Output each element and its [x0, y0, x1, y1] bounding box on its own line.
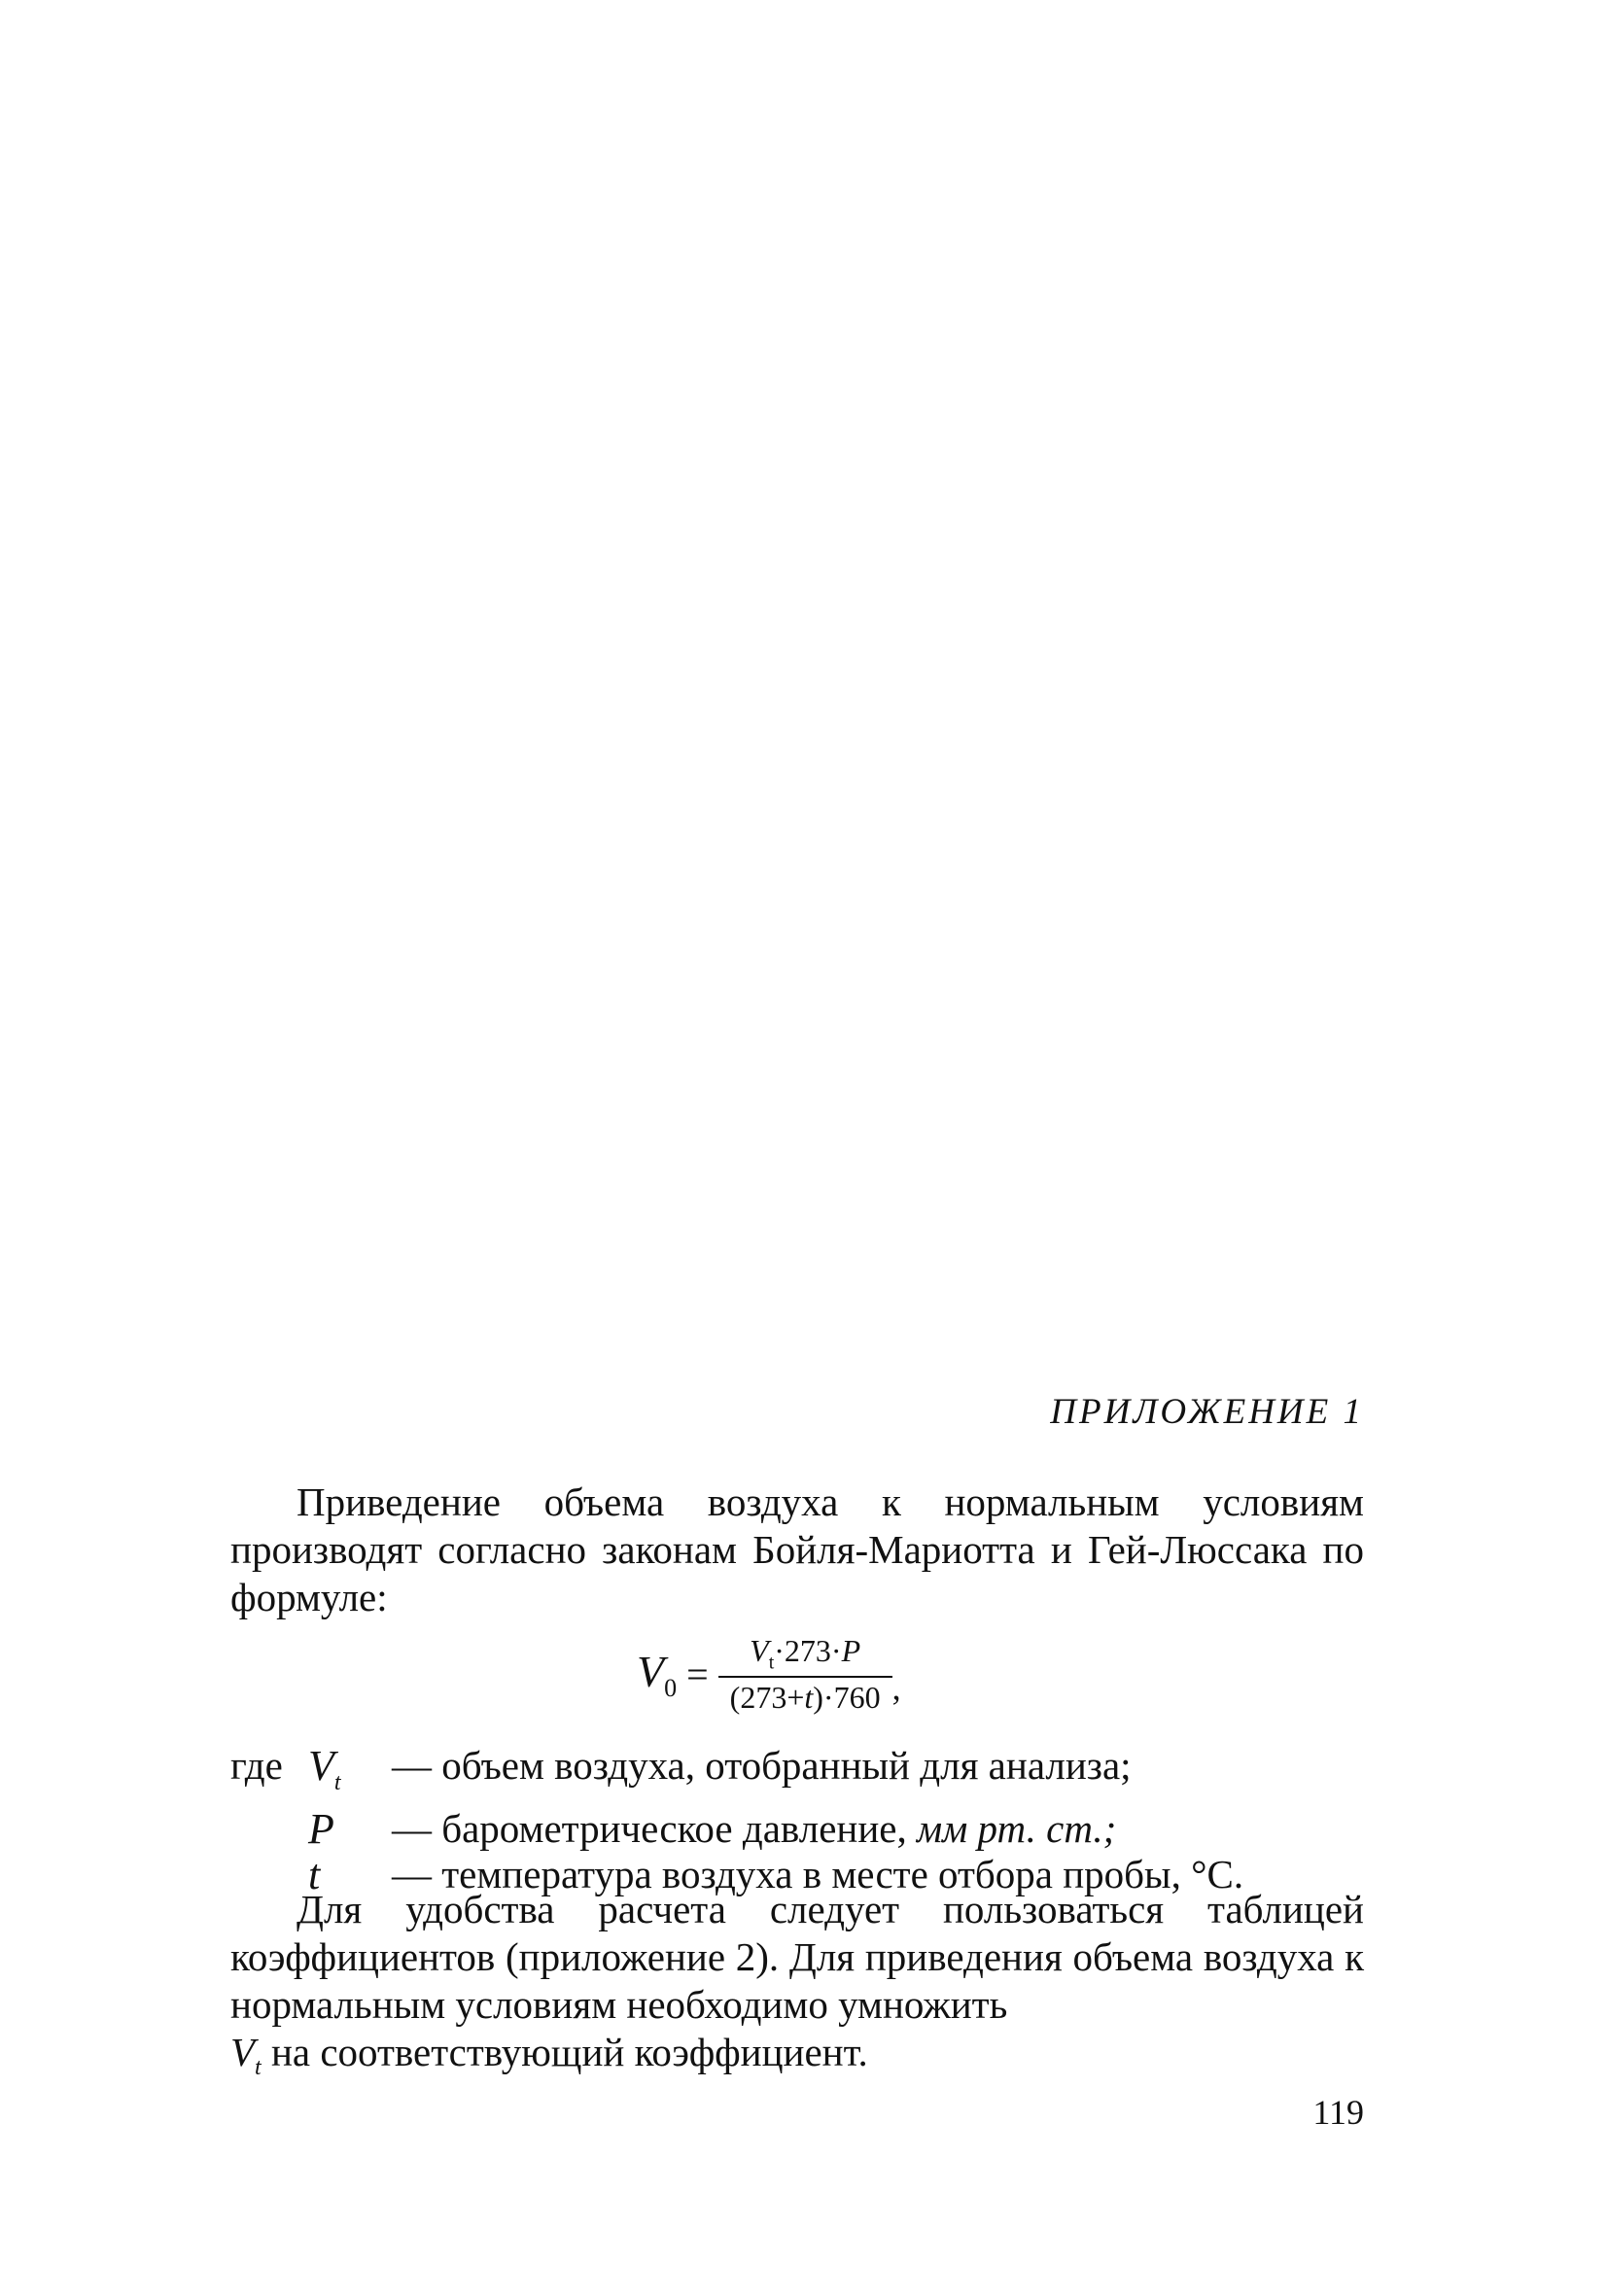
formula-numerator: $V_t\cdot 273\cdot P$ — [750, 1633, 861, 1674]
definition-symbol: P — [308, 1804, 334, 1853]
formula-denominator: (273+t)·760 — [718, 1676, 892, 1716]
definition-text: — температура воздуха в месте отбора пробы, °С. — [392, 1851, 1244, 1896]
definition-unit: мм рт. ст.; — [916, 1805, 1117, 1851]
formula — [637, 1633, 901, 1716]
closing-symbol: $V_t$ — [230, 2030, 262, 2081]
page-number: 119 — [1312, 2093, 1364, 2132]
definition-row — [230, 1806, 1364, 1852]
intro-paragraph: Приведение объема воздуха к нормальным условиям производят согласно законам Бойля-Мариотта и Гей-Люссака по формуле: — [230, 1479, 1364, 1619]
definition-row — [230, 1743, 1364, 1806]
definition-symbol: $V_t$ — [308, 1742, 341, 1795]
definitions-list — [230, 1743, 1364, 1897]
formula-equals: = — [686, 1652, 709, 1697]
formula-comma: , — [891, 1668, 901, 1708]
formula-lhs: $V_0$ — [637, 1647, 678, 1703]
formula-fraction — [718, 1633, 892, 1716]
definition-lead-word: где — [230, 1743, 283, 1788]
appendix-title: ПРИЛОЖЕНИЕ 1 — [1050, 1392, 1364, 1432]
definition-symbol: t — [308, 1850, 321, 1898]
definition-text: — объем воздуха, отобранный для анализа; — [392, 1743, 1132, 1788]
definition-text: — барометрическое давление, мм рт. ст.; — [392, 1805, 1117, 1851]
closing-paragraph: Для удобства расчета следует пользоваться таблицей коэффициентов (приложение 2). Для приведения объема воздуха к нормальным условиям необходимо умножить $V_t$ на соответствующий коэффициент. — [230, 1887, 1364, 2081]
